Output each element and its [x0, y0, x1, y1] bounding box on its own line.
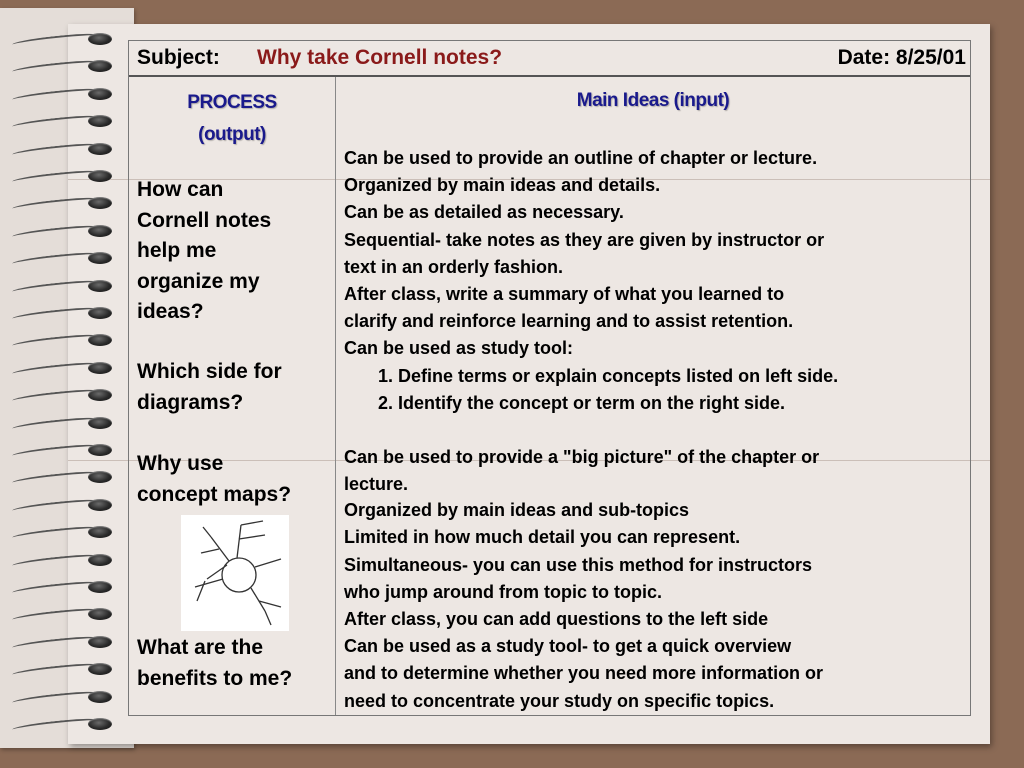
note-line: text in an orderly fashion.	[344, 256, 564, 277]
note-line: Limited in how much detail you can represent.	[344, 527, 741, 548]
spiral-coil-icon	[8, 631, 118, 653]
spiral-coil-icon	[8, 275, 118, 297]
spiral-coil-icon	[8, 658, 118, 680]
subject-value: Why take Cornell notes?	[257, 46, 503, 69]
question-line: help me	[137, 239, 217, 262]
question-line: Which side for	[137, 360, 282, 383]
question-line: organize my	[137, 269, 260, 293]
spiral-coil-icon	[8, 220, 118, 242]
question-line: Why use	[137, 452, 224, 475]
note-line: 1. Define terms or explain concepts listed on left side.	[378, 365, 839, 386]
note-line: Can be used as study tool:	[344, 338, 574, 359]
process-heading-line: PROCESS	[187, 92, 277, 113]
spiral-coil-icon	[8, 439, 118, 461]
note-line: Organized by main ideas and details.	[344, 175, 661, 196]
spiral-coil-icon	[8, 302, 118, 324]
spiral-coil-icon	[8, 521, 118, 543]
note-line: Simultaneous- you can use this method for instructors	[344, 554, 813, 575]
note-line: Sequential- take notes as they are given by instructor or	[344, 229, 825, 250]
spiral-coil-icon	[8, 110, 118, 132]
date-label: Date: 8/25/01	[837, 46, 966, 69]
subject-label: Subject:	[137, 46, 220, 69]
blank-line	[344, 417, 994, 444]
spiral-coil-icon	[8, 83, 118, 105]
question-line: Cornell notes	[137, 208, 272, 232]
note-line: 2. Identify the concept or term on the right side.	[378, 392, 786, 413]
note-line: and to determine whether you need more information or	[344, 663, 824, 684]
question-diagrams	[137, 357, 282, 418]
spiral-coil-icon	[8, 412, 118, 434]
note-line: who jump around from topic to topic.	[344, 581, 662, 602]
note-line: lecture.	[344, 474, 409, 495]
spiral-coil-icon	[8, 603, 118, 625]
spiral-coil-icon	[8, 466, 118, 488]
question-organize	[137, 175, 271, 328]
header-row	[129, 41, 970, 77]
note-line: After class, write a summary of what you learned to	[344, 283, 785, 304]
note-line: Organized by main ideas and sub-topics	[344, 500, 690, 521]
question-benefits	[137, 633, 292, 694]
note-line: need to concentrate your study on specific topics.	[344, 690, 775, 711]
question-line: benefits to me?	[137, 666, 293, 690]
question-line: diagrams?	[137, 390, 244, 414]
main-ideas-heading: Main Ideas (input)	[576, 90, 730, 111]
spiral-coil-icon	[8, 549, 118, 571]
spiral-coil-icon	[8, 247, 118, 269]
spiral-coil-icon	[8, 192, 118, 214]
process-heading	[129, 87, 335, 151]
main-ideas-column	[336, 77, 970, 715]
note-line: Can be used to provide a "big picture" of the chapter or	[344, 447, 820, 468]
spiral-coil-icon	[8, 384, 118, 406]
question-line: ideas?	[137, 300, 204, 323]
cornell-notes-table	[128, 40, 971, 716]
spiral-coil-icon	[8, 686, 118, 708]
note-line: clarify and reinforce learning and to assist retention.	[344, 311, 794, 332]
spiral-coil-icon	[8, 329, 118, 351]
spiral-coil-icon	[8, 165, 118, 187]
process-column	[129, 77, 335, 715]
spiral-coil-icon	[8, 55, 118, 77]
note-line: Can be used as a study tool- to get a quick overview	[344, 636, 792, 657]
spiral-binding-icon	[8, 28, 118, 748]
question-line: concept maps?	[137, 482, 292, 506]
spiral-coil-icon	[8, 494, 118, 516]
main-ideas-text	[344, 145, 994, 715]
spiral-coil-icon	[8, 138, 118, 160]
spiral-coil-icon	[8, 357, 118, 379]
spiral-coil-icon	[8, 28, 118, 50]
note-line: Can be as detailed as necessary.	[344, 202, 624, 223]
note-line: Can be used to provide an outline of chapter or lecture.	[344, 148, 818, 168]
concept-map-icon	[181, 515, 289, 631]
question-concept-maps	[137, 449, 291, 510]
question-line: What are the	[137, 636, 264, 659]
note-line: After class, you can add questions to the left side	[344, 609, 769, 629]
spiral-coil-icon	[8, 713, 118, 735]
spiral-coil-icon	[8, 576, 118, 598]
question-line: How can	[137, 178, 224, 201]
output-heading-line: (output)	[198, 124, 266, 145]
